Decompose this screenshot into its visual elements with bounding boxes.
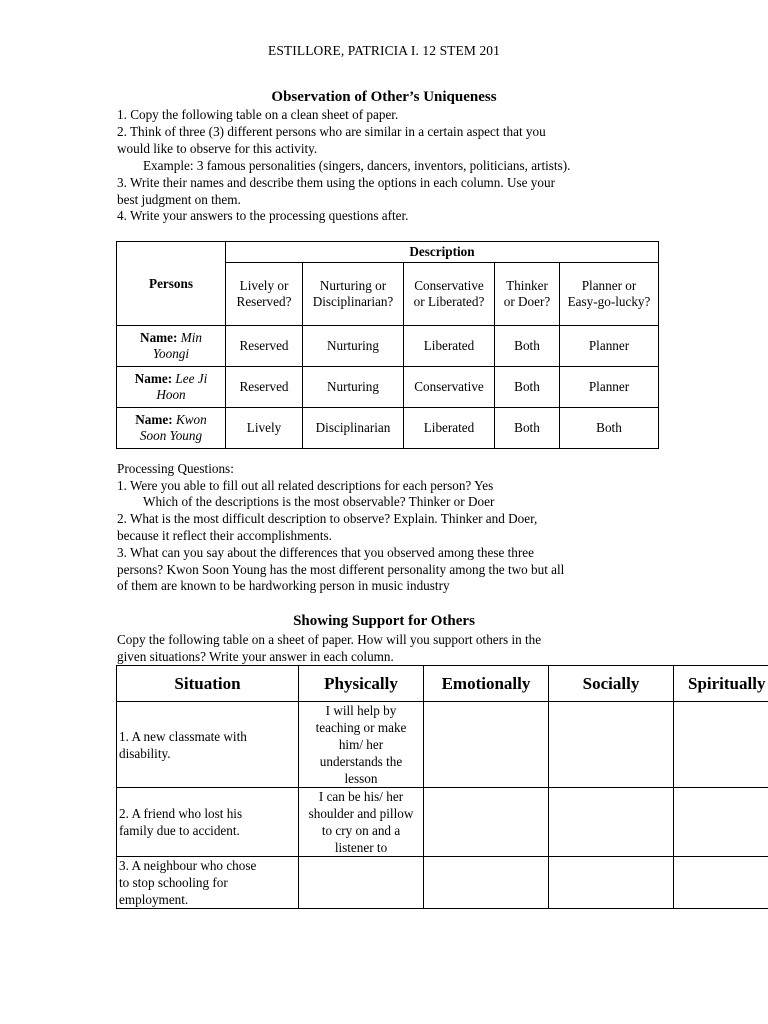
situation-cell: 3. A neighbour who chose to stop schooling for employment. <box>117 857 299 909</box>
column-header: Lively or Reserved? <box>226 263 303 326</box>
table-row <box>117 702 768 788</box>
person-name: Name: Min Yoongi <box>117 326 226 367</box>
cell: Nurturing <box>303 326 404 367</box>
instruction-example: Example: 3 famous personalities (singers, dancers, inventors, politicians, artists). <box>143 158 571 173</box>
column-header: Planner or Easy-go-lucky? <box>560 263 659 326</box>
cell: Both <box>560 408 659 449</box>
spiritually-cell <box>674 788 768 857</box>
cell: Lively <box>226 408 303 449</box>
processing-line: 3. What can you say about the differences that you observed among these three <box>117 545 534 560</box>
cell: Both <box>495 326 560 367</box>
persons-header: Persons <box>117 242 226 326</box>
student-header: ESTILLORE, PATRICIA I. 12 STEM 201 <box>267 43 501 58</box>
table-row <box>117 857 768 909</box>
section2-instruction: given situations? Write your answer in each column. <box>117 649 394 664</box>
processing-line: 1. Were you able to fill out all related descriptions for each person? Yes <box>117 478 494 493</box>
processing-line: of them are known to be hardworking person in music industry <box>117 578 450 593</box>
table-row <box>117 408 659 449</box>
emotionally-cell <box>424 857 549 909</box>
socially-cell <box>549 702 674 788</box>
emotionally-cell <box>424 788 549 857</box>
situation-cell: 2. A friend who lost his family due to accident. <box>117 788 299 857</box>
section2-title: Showing Support for Others <box>293 613 475 629</box>
section1-title: Observation of Other’s Uniqueness <box>271 89 497 105</box>
cell: Nurturing <box>303 367 404 408</box>
person-name: Name: Kwon Soon Young <box>117 408 226 449</box>
header-spiritually: Spiritually <box>674 666 768 702</box>
emotionally-cell <box>424 702 549 788</box>
situation-cell: 1. A new classmate with disability. <box>117 702 299 788</box>
processing-title: Processing Questions: <box>117 461 234 476</box>
table-row <box>117 367 659 408</box>
cell: Liberated <box>404 326 495 367</box>
uniqueness-table <box>116 241 659 449</box>
section2-instruction: Copy the following table on a sheet of paper. How will you support others in the <box>117 632 542 647</box>
socially-cell <box>549 857 674 909</box>
physically-cell <box>299 857 424 909</box>
cell: Planner <box>560 367 659 408</box>
cell: Planner <box>560 326 659 367</box>
header-emotionally: Emotionally <box>424 666 549 702</box>
header-physically: Physically <box>299 666 424 702</box>
cell: Both <box>495 367 560 408</box>
spiritually-cell <box>674 857 768 909</box>
spiritually-cell <box>674 702 768 788</box>
cell: Disciplinarian <box>303 408 404 449</box>
processing-line: 2. What is the most difficult description to observe? Explain. Thinker and Doer, <box>117 511 538 526</box>
instruction-line: 3. Write their names and describe them using the options in each column. Use your <box>117 175 555 190</box>
cell: Conservative <box>404 367 495 408</box>
support-table <box>116 665 768 909</box>
column-header: Conservative or Liberated? <box>404 263 495 326</box>
cell: Reserved <box>226 367 303 408</box>
processing-line: persons? Kwon Soon Young has the most different personality among the two but all <box>117 562 565 577</box>
instruction-line: 4. Write your answers to the processing questions after. <box>117 208 409 223</box>
column-header: Thinker or Doer? <box>495 263 560 326</box>
cell: Liberated <box>404 408 495 449</box>
physically-cell: I can be his/ her shoulder and pillow to cry on and a listener to <box>299 788 424 857</box>
cell: Reserved <box>226 326 303 367</box>
processing-line: because it reflect their accomplishments. <box>117 528 332 543</box>
column-header: Nurturing or Disciplinarian? <box>303 263 404 326</box>
person-name: Name: Lee Ji Hoon <box>117 367 226 408</box>
table-row <box>117 788 768 857</box>
instruction-line: would like to observe for this activity. <box>117 141 318 156</box>
instruction-line: 1. Copy the following table on a clean sheet of paper. <box>117 107 399 122</box>
description-header: Description <box>226 242 659 263</box>
header-situation: Situation <box>117 666 299 702</box>
header-socially: Socially <box>549 666 674 702</box>
instruction-line: best judgment on them. <box>117 192 241 207</box>
socially-cell <box>549 788 674 857</box>
physically-cell: I will help by teaching or make him/ her understands the lesson <box>299 702 424 788</box>
processing-line: Which of the descriptions is the most observable? Thinker or Doer <box>143 494 495 509</box>
cell: Both <box>495 408 560 449</box>
table-row <box>117 326 659 367</box>
instruction-line: 2. Think of three (3) different persons who are similar in a certain aspect that you <box>117 124 546 139</box>
